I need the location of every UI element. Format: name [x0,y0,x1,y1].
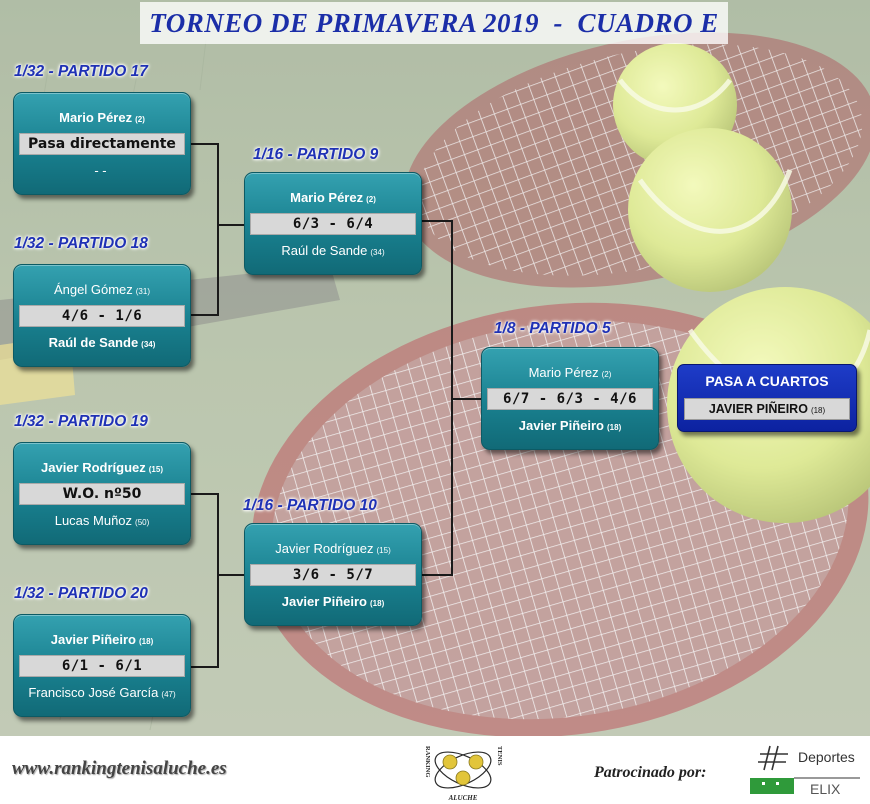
player-loser: Francisco José García (47) [28,685,176,700]
bracket-line [191,493,218,495]
match-box-19 [13,442,191,545]
qualified-title: PASA A CUARTOS [705,373,829,389]
logo-word-left: RANKING [424,746,431,778]
bracket-line [451,398,481,400]
round-label-r16-10: 1/16 - PARTIDO 10 [243,497,377,514]
match-result: 4/6 - 1/6 [19,305,185,327]
player-loser: - - [94,163,107,178]
match-result: Pasa directamente [19,133,185,155]
bracket-line [217,493,219,668]
match-box-10 [244,523,422,626]
match-box-18 [13,264,191,367]
sponsor-label: Patrocinado por: [594,764,707,781]
match-result: W.O. nº50 [19,483,185,505]
bracket-line [217,574,244,576]
match-box-20 [13,614,191,717]
round-label-r32-19: 1/32 - PARTIDO 19 [14,413,148,430]
round-label-r32-20: 1/32 - PARTIDO 20 [14,585,148,602]
bracket-line [191,314,218,316]
bracket-line [217,143,219,316]
logo-word-bottom: ALUCHE [448,794,478,802]
bracket-line [422,220,452,222]
ranking-tenis-aluche-logo [420,740,506,802]
bracket-line [191,666,218,668]
player-winner: Javier Piñeiro (18) [518,418,622,433]
round-label-r32-17: 1/32 - PARTIDO 17 [14,63,148,80]
player-winner: Raúl de Sande (34) [48,335,156,350]
player-winner: Javier Piñeiro (18) [281,594,385,609]
match-result: 6/7 - 6/3 - 4/6 [487,388,653,410]
title-banner [140,2,728,44]
player-loser: Mario Pérez (2) [528,365,612,380]
player-winner: Javier Rodríguez (15) [41,460,163,475]
footer [0,736,870,804]
page-title: TORNEO DE PRIMAVERA 2019 - CUADRO E [149,7,719,38]
match-result: 6/1 - 6/1 [19,655,185,677]
player-loser: Lucas Muñoz (50) [54,513,150,528]
logo-word-right: TENIS [496,746,503,766]
match-box-17 [13,92,191,195]
qualified-box [677,364,857,432]
match-result: 6/3 - 6/4 [250,213,416,235]
sponsor-name-top: Deportes [798,749,855,765]
deportes-elix-logo [748,742,862,800]
qualified-player: JAVIER PIÑEIRO (18) [684,398,850,420]
player-loser: Ángel Gómez (31) [54,282,150,297]
round-label-r16-9: 1/16 - PARTIDO 9 [253,146,379,163]
match-box-9 [244,172,422,275]
website-link[interactable]: www.rankingtenisaluche.es [12,758,227,779]
bracket-line [191,143,218,145]
match-box-5 [481,347,659,450]
player-winner: Mario Pérez (2) [290,190,376,205]
sponsor-name-bottom: ELIX [810,781,841,797]
bracket-line [217,224,244,226]
player-loser: Javier Rodríguez (15) [275,541,391,556]
round-label-r32-18: 1/32 - PARTIDO 18 [14,235,148,252]
player-loser: Raúl de Sande (34) [281,243,385,258]
bracket-line [422,574,452,576]
player-winner: Mario Pérez (2) [59,110,145,125]
round-label-r8-5: 1/8 - PARTIDO 5 [494,320,611,337]
match-result: 3/6 - 5/7 [250,564,416,586]
player-winner: Javier Piñeiro (18) [50,632,154,647]
